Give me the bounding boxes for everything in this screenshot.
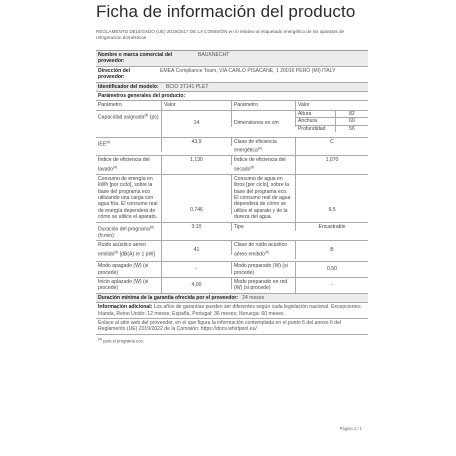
value-cell: 41 bbox=[162, 241, 232, 254]
col-param-2: Parámetro bbox=[232, 101, 296, 109]
footnote-mark: (a) bbox=[98, 336, 102, 341]
param-cell: Duración del programa$^{(a)}$ (h:min) bbox=[96, 223, 162, 241]
table-row bbox=[96, 223, 368, 242]
col-value-2: Valor bbox=[298, 102, 310, 109]
supplier-row bbox=[96, 51, 368, 67]
value-cell-2: B bbox=[330, 247, 334, 254]
additional-value: Los años de garantías pueden ser diferentes según cada legislación nacional. Excepciones: Irlanda, Reino Unido: 12 meses; España, Portugal: 36 meses; Noruega: 60 meses. bbox=[98, 304, 362, 317]
value-cell: - bbox=[162, 262, 232, 273]
value-cell-2: 0,50 bbox=[327, 266, 337, 273]
warranty-label: Duración mínima de la garantía ofrecida por el proveedor: bbox=[98, 294, 239, 301]
address-value: EMEA Compliance Team, VIA CARLO PISACANE, 1 20016 PERO (MI) ITALY bbox=[160, 67, 336, 74]
param-cell: Capacidad asignada$^{(a)}$ (ps) bbox=[96, 111, 162, 137]
param-cell-2: Clase de eficiencia energética$^{(a)}$ bbox=[232, 138, 296, 156]
param-cell: Consumo de energía en kWh [por ciclo], sobre la base del programa eco utilizando una carga con agua fría. El consumo real de energía dependerá de cómo se utilice el aparato. bbox=[96, 175, 162, 222]
page-title: Ficha de información del producto bbox=[96, 2, 356, 21]
param-cell: Ruido acústico aéreo emitido$^{(a)}$ [dB(A) re 1 pW] bbox=[96, 241, 162, 261]
model-row bbox=[96, 83, 368, 92]
value-cell: 1,130 bbox=[162, 156, 232, 164]
param-cell-2: Índice de eficiencia del secado$^{(a)}$ bbox=[232, 156, 296, 174]
table-row bbox=[96, 156, 368, 175]
page-number: Página 1 / 1 bbox=[339, 426, 362, 431]
param-cell: Inicio aplazado (W) (si procede) bbox=[96, 278, 162, 293]
regulation-text: REGLAMENTO DELEGADO (UE) 2019/2017 DE LA COMISIÓN en lo relativo al etiquetado energético de los aparatos de refrigeración domésticos bbox=[96, 29, 345, 40]
table-row bbox=[96, 138, 368, 157]
table-row bbox=[96, 175, 368, 223]
param-cell-2: Consumo de agua en litros [por ciclo], sobre la base del programa eco. El consumo real de agua dependerá de cómo se utilice el aparato y de la dureza del agua. bbox=[232, 175, 296, 222]
general-params-title: Parámetros generales del producto: bbox=[98, 93, 186, 100]
table-row bbox=[96, 111, 368, 138]
additional-info bbox=[96, 303, 368, 318]
additional-label: Información adicional: bbox=[98, 304, 153, 311]
table-row bbox=[96, 262, 368, 278]
param-cell: IEE$^{(a)}$ bbox=[96, 138, 162, 152]
table-row bbox=[96, 278, 368, 294]
param-cell: Índice de eficiencia del lavado$^{(a)}$ bbox=[96, 156, 162, 174]
weblink-row bbox=[96, 319, 368, 335]
address-label: Dirección del proveedor: bbox=[98, 67, 130, 81]
address-row bbox=[96, 67, 368, 83]
footnote-text: para el programa eco. bbox=[103, 338, 145, 344]
param-cell-2: Dimensiones en cm bbox=[232, 111, 296, 127]
columns-header-row bbox=[96, 101, 368, 110]
value-cell-2: 9,5 bbox=[328, 206, 336, 213]
weblink-text: Enlace al sitio web del proveedor, en el que figura la información contemplada en el punto 6 del anexo II del Reglamento (UE) 2019/2022 de la Comisión: https://docs.whirlpool.eu/ bbox=[98, 320, 341, 333]
col-value: Valor bbox=[162, 101, 232, 109]
dim-row: Profundidad 56 bbox=[298, 125, 355, 132]
value-cell: 0,746 bbox=[162, 175, 232, 214]
param-cell-2: Tipo bbox=[232, 223, 296, 231]
value-cell: 14 bbox=[162, 111, 232, 127]
param-cell-2: Modo preparado en red (W) (si procede) bbox=[232, 278, 296, 293]
model-label: Identificador del modelo: bbox=[98, 83, 159, 90]
warranty-row bbox=[96, 294, 368, 303]
param-cell-2: Modo preparado (W) (si procede) bbox=[232, 262, 296, 277]
dim-row: Altura 82 bbox=[296, 111, 368, 118]
value-cell-2: - bbox=[331, 282, 333, 288]
info-table bbox=[96, 50, 368, 345]
supplier-label: Nombre o marca comercial del proveedor: bbox=[98, 52, 173, 65]
value-cell: 43,9 bbox=[162, 138, 232, 146]
param-cell-2: Clase de ruido acústico aéreo emitido$^{(a)}$ bbox=[232, 241, 296, 259]
footnote bbox=[96, 335, 368, 345]
additional-info-row bbox=[96, 303, 368, 319]
value-cell-2: Encastrable bbox=[318, 223, 346, 230]
value-cell-2: C bbox=[330, 138, 334, 145]
param-cell: Modo apagado (W) (si procede) bbox=[96, 262, 162, 277]
dim-row: Anchura 60 bbox=[296, 118, 368, 125]
model-value: BCIO 3T141 PLET bbox=[166, 83, 209, 90]
value-cell: 4,00 bbox=[162, 278, 232, 289]
warranty-value: 24 meses bbox=[242, 294, 265, 301]
value-cell-2: 1,070 bbox=[325, 157, 339, 164]
supplier-value: BAUKNECHT bbox=[198, 52, 230, 58]
col-param: Parámetro bbox=[96, 101, 162, 109]
general-params-header bbox=[96, 92, 368, 101]
dimensions-cell bbox=[296, 111, 368, 132]
value-cell: 3:10 bbox=[162, 223, 232, 231]
table-row bbox=[96, 241, 368, 262]
